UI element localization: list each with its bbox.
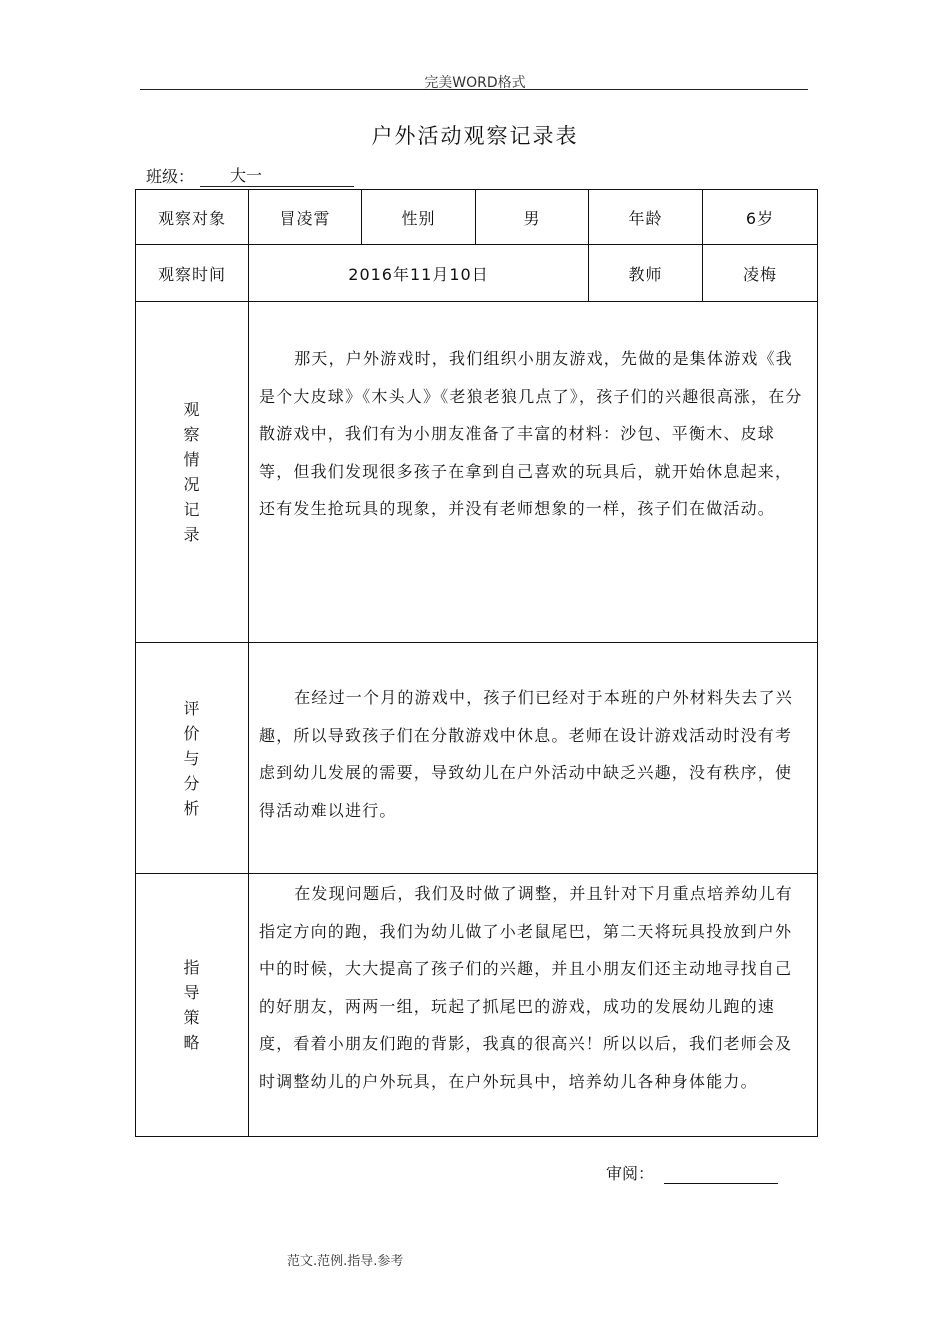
label-char: 分 — [183, 773, 201, 793]
time-value: 2016年11月10日 — [249, 245, 589, 302]
strategy-content — [249, 874, 818, 1137]
age-value: 6岁 — [703, 190, 818, 245]
teacher-label: 教师 — [589, 245, 703, 302]
label-char: 察 — [183, 425, 201, 444]
observation-label-chars — [136, 397, 248, 547]
gender-label: 性别 — [362, 190, 476, 245]
observation-label — [136, 302, 249, 643]
label-char: 价 — [183, 723, 201, 743]
observation-table — [135, 189, 818, 1137]
observation-text: 那天，户外游戏时，我们组织小朋友游戏，先做的是集体游戏《我是个大皮球》《木头人》《老狼老狼几点了》，孩子们的兴趣很高涨，在分散游戏中，我们有为小朋友准备了丰富的材料：沙包、平衡木、皮球等，但我们发现很多孩子在拿到自己喜欢的玩具后，就开始休息起来，还有发生抢玩具的现象，并没有老师想象的一样，孩子们在做活动。 — [259, 349, 803, 519]
gender-value: 男 — [476, 190, 589, 245]
observation-content — [249, 302, 818, 643]
label-char: 策 — [183, 1008, 201, 1027]
evaluation-label-chars — [136, 696, 248, 821]
table-row — [136, 245, 818, 302]
label-char: 评 — [183, 698, 201, 718]
label-char: 观 — [183, 400, 201, 419]
class-label: 班级： — [146, 167, 195, 186]
subject-label: 观察对象 — [136, 190, 249, 245]
table-row — [136, 874, 818, 1137]
label-char: 录 — [183, 525, 201, 544]
page-footer: 范文.范例.指导.参考 — [287, 1254, 404, 1269]
table-row — [136, 302, 818, 643]
evaluation-text: 在经过一个月的游戏中，孩子们已经对于本班的户外材料失去了兴趣，所以导致孩子们在分散游戏中休息。老师在设计游戏活动时没有考虑到幼儿发展的需要，导致幼儿在户外活动中缺乏兴趣，没有秩序，使得活动难以进行。 — [259, 688, 793, 820]
review-signature-line — [664, 1163, 778, 1184]
label-char: 略 — [183, 1033, 201, 1052]
label-char: 导 — [183, 983, 201, 1002]
evaluation-label — [136, 643, 249, 874]
page-title: 户外活动观察记录表 — [371, 124, 579, 148]
label-char: 况 — [183, 475, 201, 494]
strategy-label-chars — [136, 955, 248, 1055]
subject-value: 冒凌霄 — [249, 190, 362, 245]
table-row — [136, 643, 818, 874]
table-row — [136, 190, 818, 245]
time-label: 观察时间 — [136, 245, 249, 302]
label-char: 指 — [183, 958, 201, 977]
header-rule — [140, 89, 808, 90]
label-char: 记 — [183, 500, 201, 519]
label-char: 情 — [183, 450, 201, 469]
teacher-value: 凌梅 — [703, 245, 818, 302]
review-label: 审阅： — [606, 1164, 655, 1183]
label-char: 析 — [183, 798, 201, 818]
review-field — [606, 1161, 778, 1184]
strategy-label — [136, 874, 249, 1137]
age-label: 年龄 — [589, 190, 703, 245]
label-char: 与 — [183, 748, 201, 768]
class-value: 大一 — [200, 166, 354, 187]
strategy-text: 在发现问题后，我们及时做了调整，并且针对下月重点培养幼儿有指定方向的跑，我们为幼儿做了小老鼠尾巴，第二天将玩具投放到户外中的时候，大大提高了孩子们的兴趣，并且小朋友们还主动地寻找自己的好朋友，两两一组，玩起了抓尾巴的游戏，成功的发展幼儿跑的速度，看着小朋友们跑的背影，我真的很高兴！所以以后，我们老师会及时调整幼儿的户外玩具，在户外玩具中，培养幼儿各种身体能力。 — [259, 884, 793, 1091]
class-field — [146, 164, 354, 187]
page-header: 完美WORD格式 — [424, 75, 526, 91]
evaluation-content — [249, 643, 818, 874]
